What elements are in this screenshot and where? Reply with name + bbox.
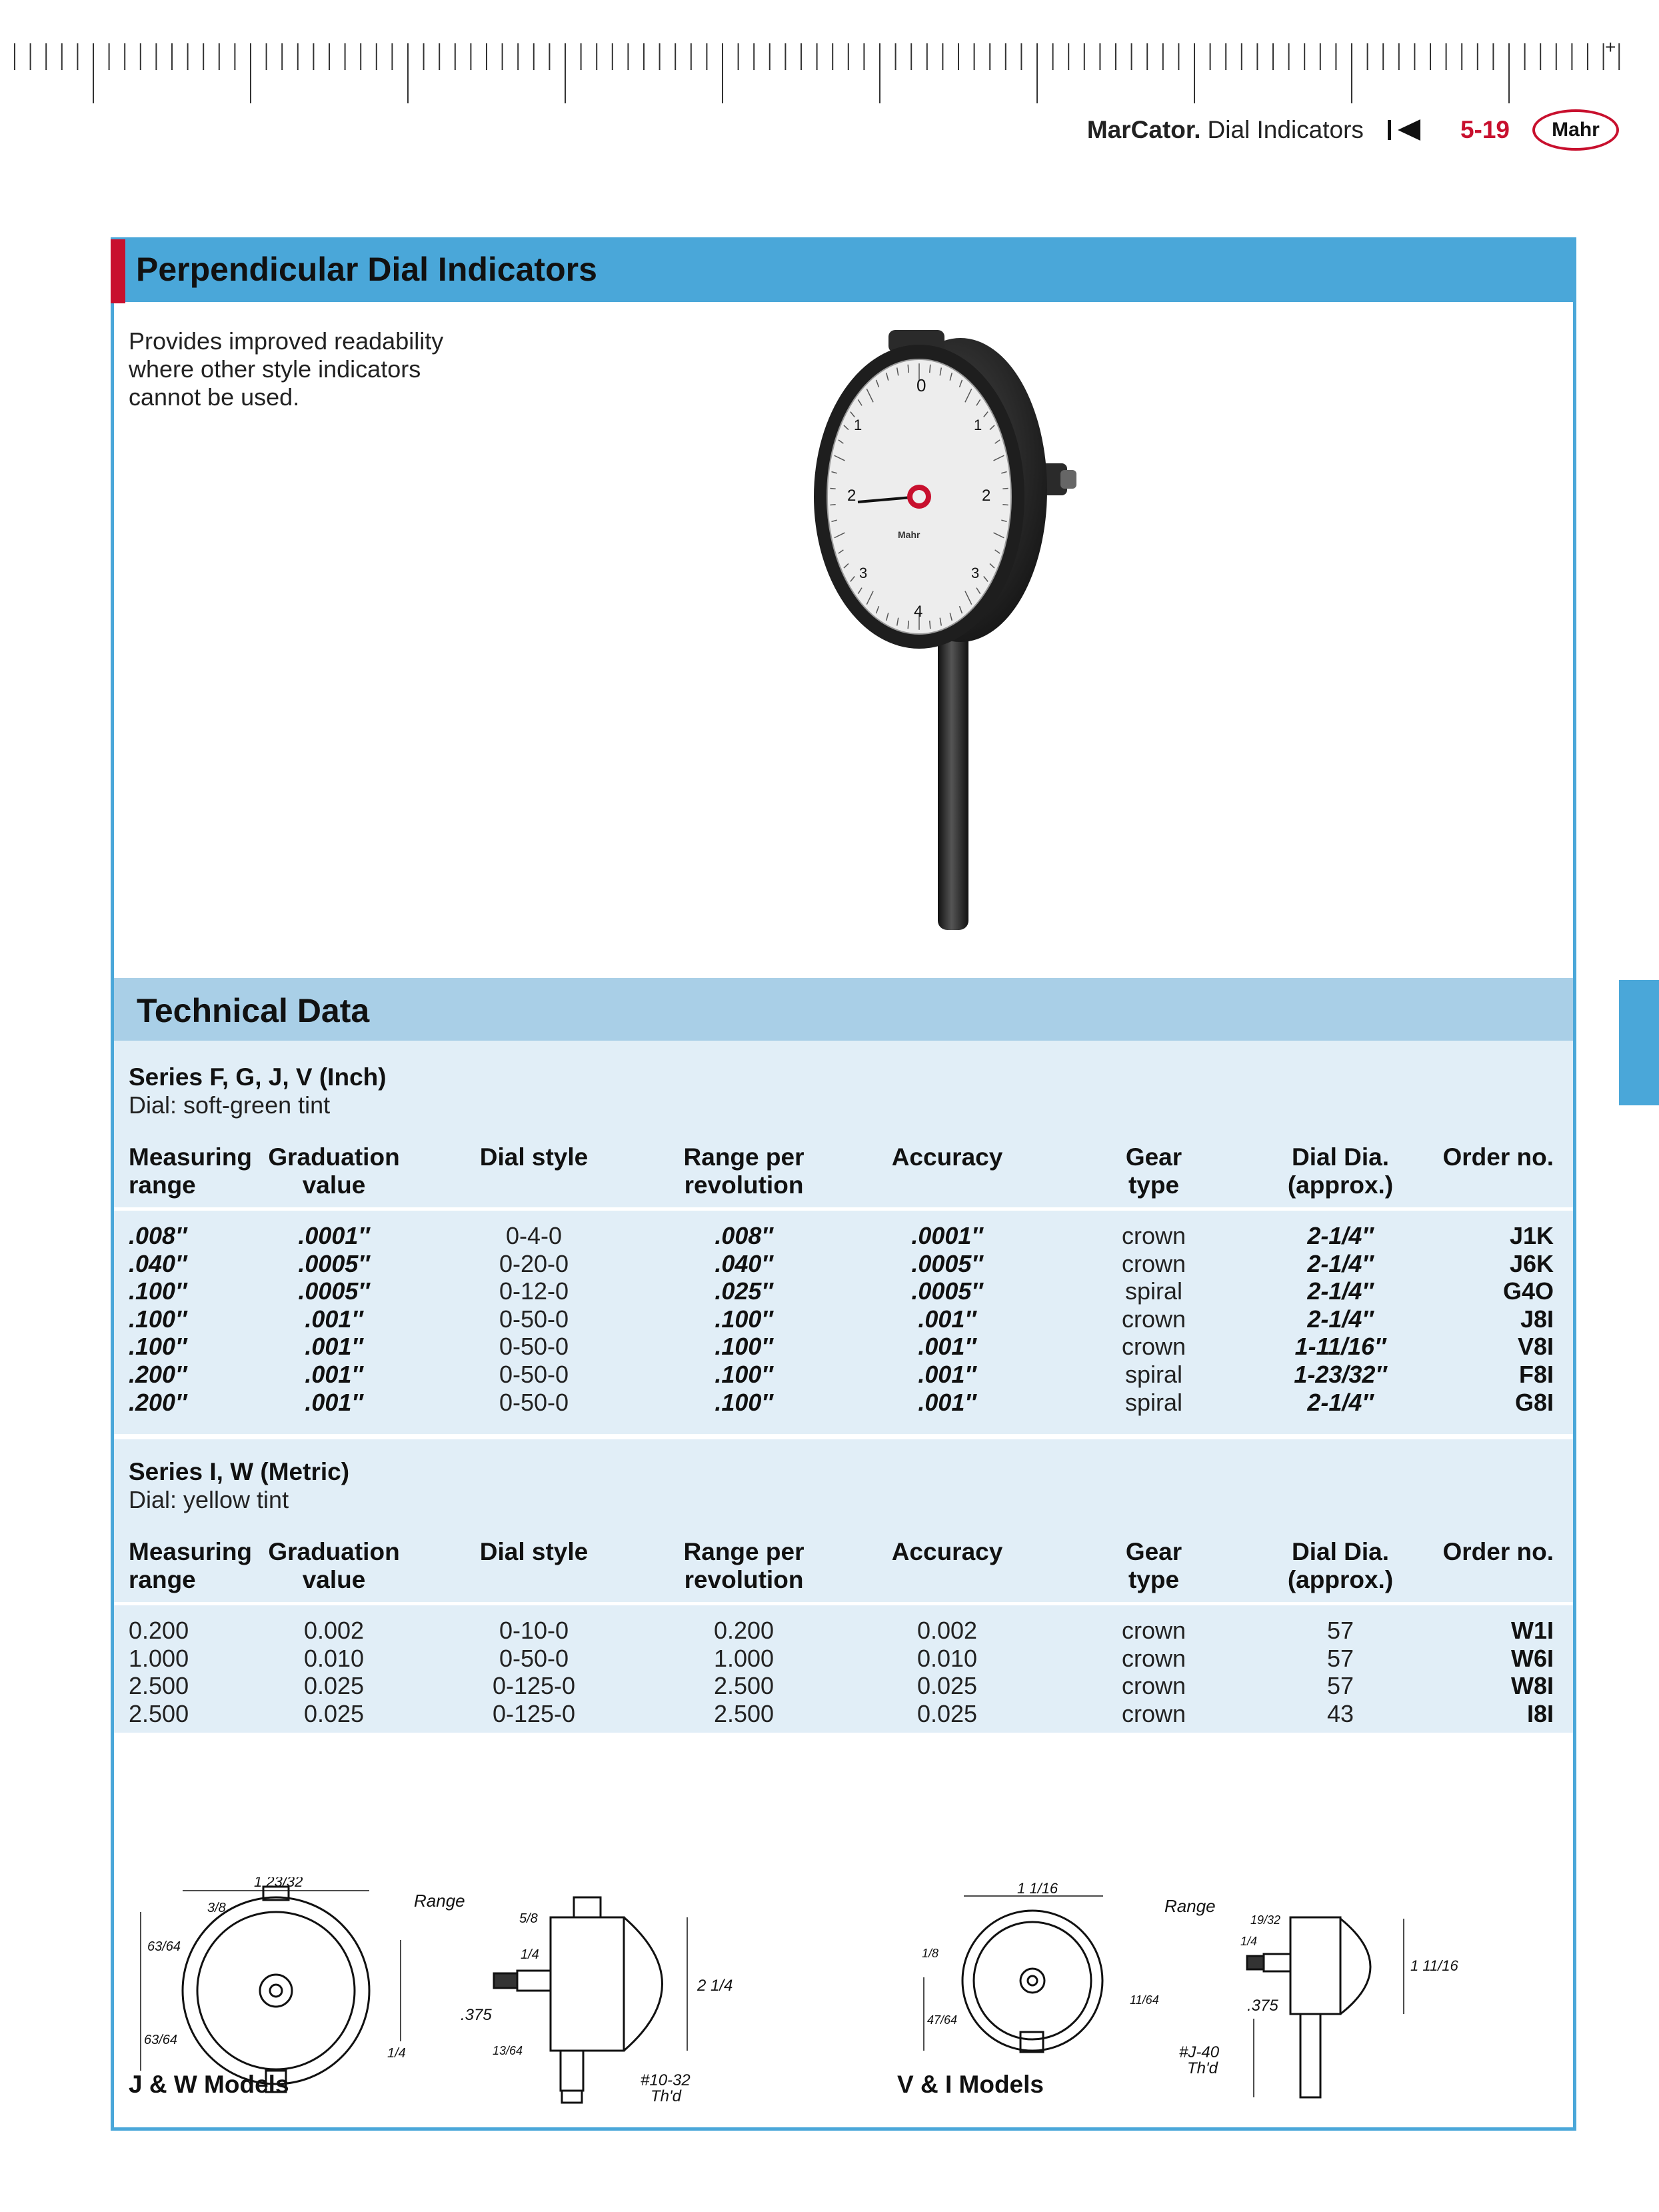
jw-dim-small: 13/64 <box>493 2044 523 2057</box>
jw-side-knob <box>574 1897 601 1917</box>
back-arrow-icon <box>1388 119 1420 141</box>
table-cell-order: I8I <box>1526 1699 1554 1727</box>
vi-dim-right: 11/64 <box>1130 1993 1159 2007</box>
table-cell-grad: 0.025 <box>303 1672 365 1700</box>
column-header-line <box>1420 1171 1554 1199</box>
table-cell-range: .100″ <box>129 1277 187 1305</box>
table-cell-acc: .001″ <box>918 1361 976 1388</box>
jw-dim-stem-top: 5/8 <box>519 1911 538 1926</box>
table-cell-style: 0-12-0 <box>499 1277 569 1305</box>
table-cell-grad: .001″ <box>305 1361 363 1388</box>
table-cell-gear: spiral <box>1124 1388 1183 1416</box>
column-header-line: value <box>302 1171 366 1199</box>
intro-line: where other style indicators <box>129 355 421 383</box>
table-cell-rev: 0.200 <box>713 1617 775 1644</box>
jw-dim-right: 1/4 <box>387 2046 406 2061</box>
column-header-rev <box>667 1538 821 1594</box>
table-cell-style: 0-10-0 <box>499 1617 569 1644</box>
table-cell-order: W8I <box>1510 1672 1554 1700</box>
vi-models-label: V & I Models <box>897 2071 1044 2098</box>
column-header-line: Dial style <box>479 1143 589 1171</box>
dial-number: 1 <box>854 417 862 433</box>
section-tab <box>1619 980 1659 1105</box>
column-header-dia <box>1267 1538 1414 1594</box>
column-header-line <box>860 1171 1034 1199</box>
dial-number: 3 <box>859 565 868 581</box>
column-header-line: Order no. <box>1442 1143 1554 1171</box>
dial-number: 2 <box>982 487 991 505</box>
column-header-dia <box>1267 1143 1414 1199</box>
dial-number: 1 <box>974 417 982 433</box>
vi-dim-point: .375 <box>1247 1997 1278 2015</box>
table-cell-range: 2.500 <box>129 1672 189 1700</box>
table-cell-order: V8I <box>1517 1333 1554 1361</box>
table-cell-style: 0-125-0 <box>492 1672 576 1700</box>
table-cell-rev: .100″ <box>715 1361 773 1388</box>
jw-dim-lower: 63/64 <box>144 2033 178 2047</box>
vi-dim-width: 1 1/16 <box>1017 1880 1058 1897</box>
metric-series-dial: Dial: yellow tint <box>129 1486 289 1513</box>
vi-front-stem <box>1020 2032 1043 2052</box>
vi-front-outer <box>962 1911 1102 2051</box>
vi-side-tip <box>1247 1956 1264 1969</box>
table-cell-acc: .0005″ <box>911 1249 983 1277</box>
dial-number: 2 <box>847 487 856 505</box>
table-cell-dia: 43 <box>1326 1699 1354 1727</box>
table-cell-dia: 57 <box>1326 1644 1354 1672</box>
column-header-acc <box>860 1143 1034 1199</box>
column-header-range <box>129 1538 262 1594</box>
table-cell-gear: crown <box>1121 1699 1186 1727</box>
jw-front-inner <box>197 1912 355 2069</box>
column-header-line: Order no. <box>1442 1538 1554 1565</box>
table-cell-acc: .001″ <box>918 1305 976 1333</box>
column-header-style <box>467 1143 601 1199</box>
table-cell-dia: 1-11/16″ <box>1294 1333 1386 1361</box>
table-cell-gear: spiral <box>1124 1361 1183 1388</box>
vi-side-stem <box>1300 2014 1320 2097</box>
top-ruler <box>0 37 1626 110</box>
table-cell-style: 0-125-0 <box>492 1699 576 1727</box>
jw-dim-upper: 63/64 <box>147 1939 181 1954</box>
column-header-grad <box>267 1538 401 1594</box>
table-cell-gear: spiral <box>1124 1277 1183 1305</box>
header-section: Dial Indicators <box>1207 116 1364 143</box>
table-cell-dia: 57 <box>1326 1672 1354 1700</box>
jw-dim-dia: 2 1/4 <box>697 1977 733 1995</box>
column-header-line: range <box>129 1566 196 1593</box>
indicator-stem <box>938 623 968 930</box>
column-header-rev <box>667 1143 821 1199</box>
jw-side-body <box>551 1917 624 2051</box>
table-cell-grad: .001″ <box>305 1388 363 1416</box>
column-header-line: (approx.) <box>1287 1171 1394 1199</box>
jw-dim-range: Range <box>414 1891 465 1911</box>
column-header-line: Accuracy <box>891 1538 1003 1565</box>
table-cell-acc: 0.002 <box>916 1617 978 1644</box>
vi-dim-quarter: 1/4 <box>1240 1935 1258 1948</box>
jw-dim-width: 1 23/32 <box>254 1877 303 1890</box>
table-cell-range: .200″ <box>129 1361 187 1388</box>
table-cell-grad: .0005″ <box>298 1249 370 1277</box>
table-cell-grad: .0001″ <box>298 1222 370 1249</box>
header-brand: MarCator. <box>1086 116 1201 143</box>
table-cell-range: .100″ <box>129 1333 187 1361</box>
jw-side-stem <box>561 2051 583 2091</box>
pointer-hub <box>912 490 926 503</box>
jw-side-tip <box>494 1973 517 1988</box>
column-header-line <box>1420 1566 1554 1594</box>
table-cell-gear: crown <box>1121 1672 1186 1700</box>
table-cell-dia: 1-23/32″ <box>1294 1361 1387 1388</box>
column-header-order <box>1420 1143 1554 1199</box>
column-header-line: range <box>129 1171 196 1199</box>
table-cell-dia: 57 <box>1326 1617 1354 1644</box>
table-cell-style: 0-50-0 <box>499 1305 569 1333</box>
jw-side-plunger <box>517 1971 551 1991</box>
column-header-line <box>860 1566 1034 1594</box>
column-header-acc <box>860 1538 1034 1594</box>
column-header-line: (approx.) <box>1287 1566 1394 1593</box>
title-bar <box>114 241 1573 302</box>
column-header-grad <box>267 1143 401 1199</box>
table-cell-style: 0-50-0 <box>499 1333 569 1361</box>
header-divider <box>114 1602 1573 1605</box>
table-divider <box>114 1434 1573 1439</box>
table-cell-acc: 0.010 <box>916 1644 978 1672</box>
table-cell-rev: .100″ <box>715 1333 773 1361</box>
column-header-gear <box>1087 1538 1220 1594</box>
intro-line: Provides improved readability <box>129 327 444 355</box>
table-cell-rev: .100″ <box>715 1305 773 1333</box>
vi-dim-lower: 47/64 <box>927 2013 958 2027</box>
inch-series-dial: Dial: soft-green tint <box>129 1091 331 1119</box>
column-header-line: Dial Dia. <box>1292 1143 1389 1171</box>
product-frame <box>111 237 1576 2131</box>
vi-dim-thread2: Th'd <box>1187 2059 1218 2077</box>
table-cell-acc: 0.025 <box>916 1672 978 1700</box>
table-cell-gear: crown <box>1121 1249 1186 1277</box>
column-header-line: Graduation <box>268 1538 400 1565</box>
column-header-line: Measuring <box>129 1143 253 1171</box>
table-cell-style: 0-50-0 <box>499 1361 569 1388</box>
table-cell-order: G4O <box>1502 1277 1554 1305</box>
table-cell-acc: .001″ <box>918 1388 976 1416</box>
jw-side-back <box>624 1917 663 2051</box>
table-cell-gear: crown <box>1121 1333 1186 1361</box>
vi-dim-top: 1/8 <box>922 1947 939 1960</box>
back-plunger-tip <box>1060 470 1076 489</box>
column-header-line: value <box>302 1566 366 1593</box>
table-cell-order: J6K <box>1509 1249 1554 1277</box>
table-cell-dia: 2-1/4″ <box>1307 1222 1374 1249</box>
table-cell-range: 1.000 <box>129 1644 189 1672</box>
vi-dim-thread: #J-40 <box>1179 2043 1220 2061</box>
header-divider <box>114 1207 1573 1211</box>
table-cell-range: 2.500 <box>129 1699 189 1727</box>
table-cell-dia: 2-1/4″ <box>1307 1249 1374 1277</box>
table-cell-grad: .0005″ <box>298 1277 370 1305</box>
table-cell-gear: crown <box>1121 1617 1186 1644</box>
intro-text <box>129 327 475 411</box>
column-header-line: Accuracy <box>891 1143 1003 1171</box>
jw-dim-quarter: 1/4 <box>521 1947 539 1962</box>
table-cell-style: 0-4-0 <box>505 1222 563 1249</box>
jw-models-label: J & W Models <box>129 2071 289 2098</box>
table-cell-rev: 1.000 <box>713 1644 775 1672</box>
vi-side-plunger <box>1264 1954 1290 1971</box>
vi-dim-dia: 1 11/16 <box>1410 1957 1458 1974</box>
section-title: Perpendicular Dial Indicators <box>136 251 597 288</box>
dial-number: 0 <box>916 375 926 395</box>
table-cell-range: 0.200 <box>129 1617 189 1644</box>
table-cell-style: 0-20-0 <box>499 1249 569 1277</box>
table-cell-grad: 0.025 <box>303 1699 365 1727</box>
column-header-line: Gear <box>1125 1143 1182 1171</box>
table-cell-rev: .100″ <box>715 1388 773 1416</box>
dial-number: 4 <box>914 603 923 621</box>
jw-dim-thread2: Th'd <box>651 2087 681 2104</box>
page-number: 5-19 <box>1460 116 1510 143</box>
jw-dim-point: .375 <box>461 2006 492 2024</box>
table-cell-dia: 2-1/4″ <box>1307 1277 1374 1305</box>
technical-data-title: Technical Data <box>137 992 370 1029</box>
title-accent <box>111 239 125 303</box>
dimension-drawings <box>114 1877 1573 2104</box>
dial-number: 3 <box>971 565 980 581</box>
column-header-line: type <box>1128 1566 1180 1593</box>
column-header-line <box>467 1171 601 1199</box>
column-header-line: Dial Dia. <box>1292 1538 1389 1565</box>
table-cell-rev: 2.500 <box>713 1672 775 1700</box>
column-header-line: Measuring <box>129 1538 253 1565</box>
table-cell-order: F8I <box>1518 1361 1554 1388</box>
table-cell-rev: 2.500 <box>713 1699 775 1727</box>
column-header-order <box>1420 1538 1554 1594</box>
page-header <box>1087 113 1619 147</box>
table-cell-grad: .001″ <box>305 1305 363 1333</box>
table-cell-rev: .008″ <box>715 1222 773 1249</box>
column-header-range <box>129 1143 262 1199</box>
vi-dim-stem-top: 19/32 <box>1250 1913 1281 1927</box>
dial-tick <box>1002 488 1008 489</box>
table-cell-rev: .025″ <box>715 1277 773 1305</box>
column-header-gear <box>1087 1143 1220 1199</box>
column-header-style <box>467 1538 601 1594</box>
vi-side-back <box>1340 1919 1370 2014</box>
table-cell-range: .100″ <box>129 1305 187 1333</box>
table-cell-gear: crown <box>1121 1222 1186 1249</box>
column-header-line <box>467 1566 601 1594</box>
table-cell-range: .200″ <box>129 1388 187 1416</box>
jw-front-hub <box>260 1975 292 2007</box>
table-cell-order: J8I <box>1520 1305 1554 1333</box>
table-cell-range: .008″ <box>129 1222 187 1249</box>
vi-dim-range: Range <box>1164 1896 1216 1916</box>
table-cell-style: 0-50-0 <box>499 1388 569 1416</box>
table-cell-order: J1K <box>1509 1222 1554 1249</box>
table-cell-grad: 0.010 <box>303 1644 365 1672</box>
technical-data-bar <box>114 978 1573 1041</box>
table-cell-range: .040″ <box>129 1249 187 1277</box>
table-cell-acc: 0.025 <box>916 1699 978 1727</box>
vi-front-hub-center <box>1028 1976 1037 1985</box>
table-cell-dia: 2-1/4″ <box>1307 1388 1374 1416</box>
drawings-svg <box>114 1877 1573 2104</box>
jw-side-stem-tip <box>562 2091 582 2103</box>
metric-series-table <box>114 1439 1573 1733</box>
dial-brand-label: Mahr <box>898 529 920 540</box>
table-cell-acc: .001″ <box>918 1333 976 1361</box>
ruler-plus-mark: + <box>1605 37 1616 57</box>
table-cell-acc: .0005″ <box>911 1277 983 1305</box>
column-header-line: Graduation <box>268 1143 400 1171</box>
dial-tick <box>830 488 835 489</box>
jw-front-hub-center <box>270 1985 282 1997</box>
jw-front-outer <box>183 1897 369 2084</box>
intro-line: cannot be used. <box>129 383 300 411</box>
table-cell-gear: crown <box>1121 1644 1186 1672</box>
table-cell-order: W6I <box>1510 1644 1554 1672</box>
table-cell-acc: .0001″ <box>911 1222 983 1249</box>
column-header-line: Gear <box>1125 1538 1182 1565</box>
vi-side-body <box>1290 1917 1340 2014</box>
table-cell-dia: 2-1/4″ <box>1307 1305 1374 1333</box>
table-cell-order: G8I <box>1514 1388 1554 1416</box>
mahr-logo: Mahr <box>1532 109 1619 151</box>
jw-dim-thread: #10-32 <box>641 2071 691 2089</box>
table-cell-grad: .001″ <box>305 1333 363 1361</box>
column-header-line: type <box>1128 1171 1180 1199</box>
inch-series-name: Series F, G, J, V (Inch) <box>129 1063 387 1091</box>
column-header-line: revolution <box>684 1566 804 1593</box>
column-header-line: revolution <box>684 1171 804 1199</box>
table-cell-rev: .040″ <box>715 1249 773 1277</box>
vi-front-inner <box>974 1922 1091 2039</box>
vi-front-hub <box>1020 1969 1044 1993</box>
column-header-line: Range per <box>683 1143 805 1171</box>
table-cell-gear: crown <box>1121 1305 1186 1333</box>
dial-indicator-image <box>674 330 1100 957</box>
column-header-line: Dial style <box>479 1538 589 1565</box>
table-cell-order: W1I <box>1510 1617 1554 1644</box>
table-cell-grad: 0.002 <box>303 1617 365 1644</box>
table-cell-style: 0-50-0 <box>499 1644 569 1672</box>
inch-series-table <box>114 1041 1573 1434</box>
column-header-line: Range per <box>683 1538 805 1565</box>
jw-dim-top: 3/8 <box>207 1901 226 1915</box>
metric-series-name: Series I, W (Metric) <box>129 1458 350 1485</box>
